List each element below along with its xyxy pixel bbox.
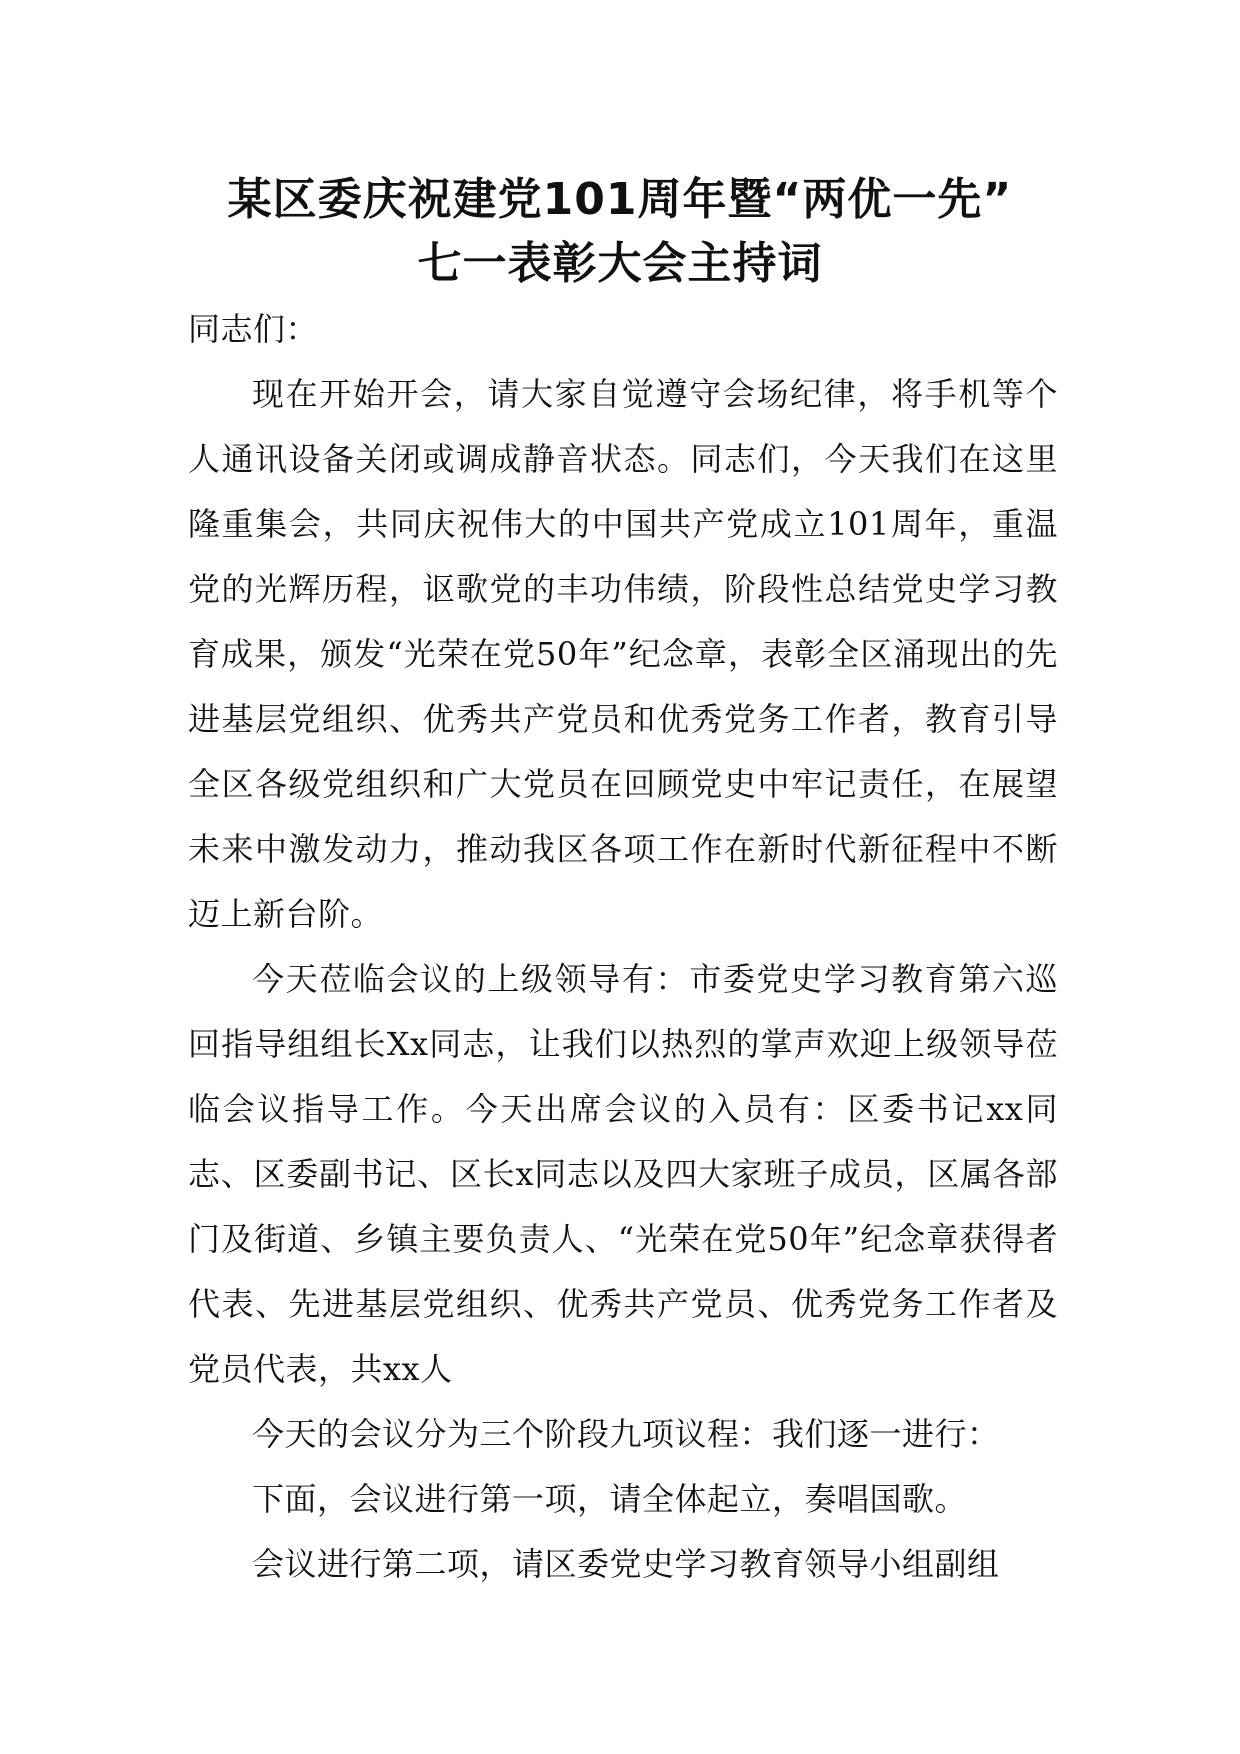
paragraph-item-one: 下面，会议进行第一项，请全体起立，奏唱国歌。 bbox=[252, 1480, 968, 1518]
document-title-line-1: 某区委庆祝建党101周年暨“两优一先” bbox=[227, 174, 1013, 225]
paragraph-agenda: 今天的会议分为三个阶段九项议程：我们逐一进行： bbox=[252, 1415, 1000, 1453]
salutation: 同志们： bbox=[188, 310, 319, 348]
document-body bbox=[188, 297, 1058, 1597]
paragraph-attendees: 今天莅临会议的上级领导有：市委党史学习教育第六巡回指导组组长Xx同志，让我们以热烈的掌声欢迎上级领导莅临会议指导工作。今天出席会议的入员有：区委书记xx同志、区委副书记、区长x同志以及四大家班子成员，区属各部门及街道、乡镇主要负责人、“光荣在党50年”纪念章获得者代表、先进基层党组织、优秀共产党员、优秀党务工作者及党员代表，共xx人 bbox=[188, 960, 1058, 1388]
paragraph-item-two: 会议进行第二项，请区委党史学习教育领导小组副组 bbox=[252, 1545, 1000, 1583]
document-title-line-2: 七一表彰大会主持词 bbox=[417, 238, 823, 289]
paragraph-opening: 现在开始开会，请大家自觉遵守会场纪律，将手机等个人通讯设备关闭或调成静音状态。同志们，今天我们在这里隆重集会，共同庆祝伟大的中国共产党成立101周年，重温党的光辉历程，讴歌党的丰功伟绩，阶段性总结党史学习教育成果，颁发“光荣在党50年”纪念章，表彰全区涌现出的先进基层党组织、优秀共产党员和优秀党务工作者，教育引导全区各级党组织和广大党员在回顾党史中牢记责任，在展望未来中激发动力，推动我区各项工作在新时代新征程中不断迈上新台阶。 bbox=[188, 375, 1058, 933]
